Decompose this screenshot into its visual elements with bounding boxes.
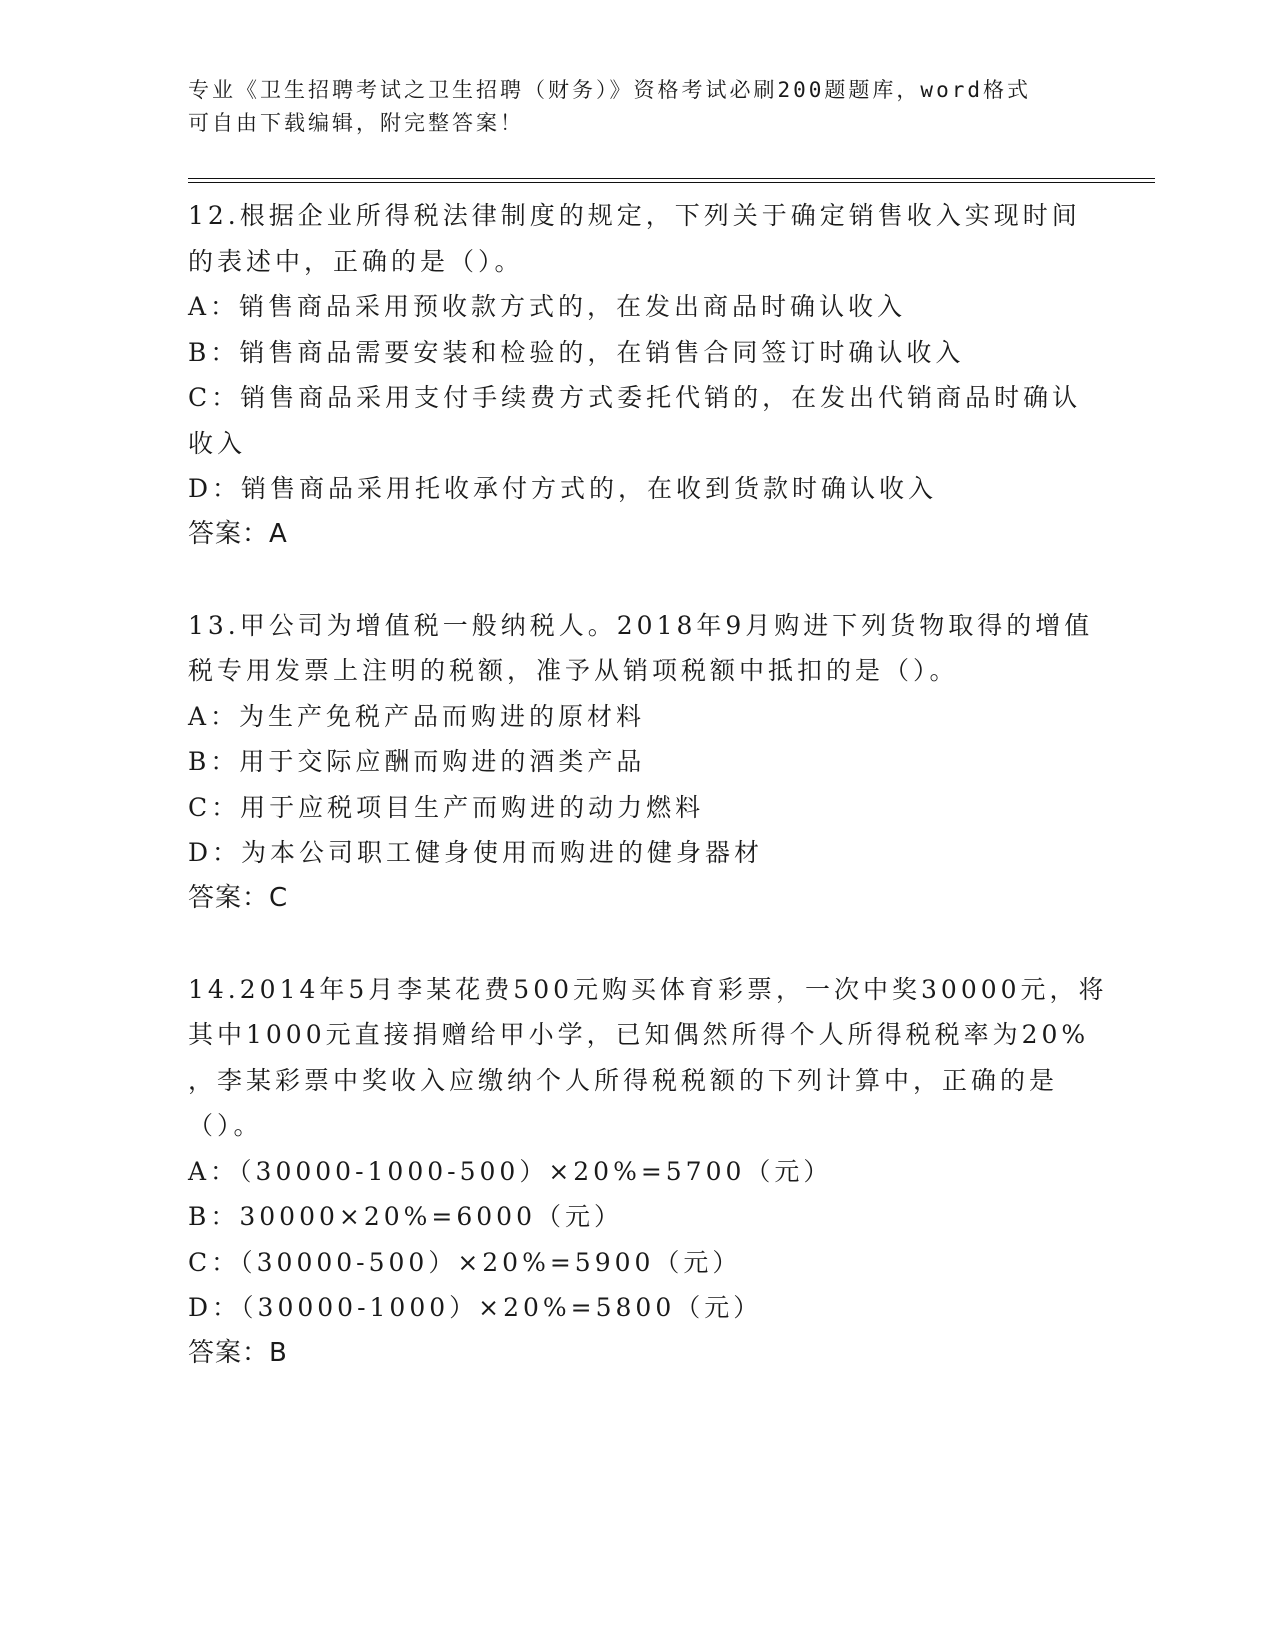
question-12 bbox=[188, 193, 1088, 557]
option-c-continued: 收入 bbox=[188, 428, 247, 458]
option-d: D：销售商品采用托收承付方式的，在收到货款时确认收入 bbox=[188, 474, 938, 503]
question-spacer bbox=[188, 921, 1088, 967]
option-b: B：用于交际应酬而购进的酒类产品 bbox=[188, 747, 646, 776]
header-line-1: 专业《卫生招聘考试之卫生招聘（财务）》资格考试必刷200题题库，word格式 bbox=[188, 78, 1031, 102]
header-divider-bottom bbox=[188, 182, 1155, 183]
question-text-line: （）。 bbox=[188, 1111, 263, 1140]
header-line-2: 可自由下载编辑，附完整答案！ bbox=[188, 111, 524, 135]
option-a: A：（30000-1000-500）×20%=5700（元） bbox=[188, 1156, 833, 1186]
question-text-line: ，李某彩票中奖收入应缴纳个人所得税税额的下列计算中，正确的是 bbox=[188, 1065, 1059, 1095]
header-divider-top bbox=[188, 178, 1155, 179]
answer-label: 答案：C bbox=[188, 882, 289, 913]
option-b: B：销售商品需要安装和检验的，在销售合同签订时确认收入 bbox=[188, 337, 965, 367]
option-a: A：销售商品采用预收款方式的，在发出商品时确认收入 bbox=[188, 292, 907, 321]
question-text-line: 13.甲公司为增值税一般纳税人。2018年9月购进下列货物取得的增值 bbox=[188, 610, 1094, 640]
option-d: D：（30000-1000）×20%=5800（元） bbox=[188, 1293, 763, 1322]
answer-label: 答案：B bbox=[188, 1337, 288, 1368]
question-text-line: 的表述中，正确的是（）。 bbox=[188, 246, 524, 276]
question-text-line: 其中1000元直接捐赠给甲小学，已知偶然所得个人所得税税率为20% bbox=[188, 1020, 1090, 1049]
option-c: C：销售商品采用支付手续费方式委托代销的，在发出代销商品时确认 bbox=[188, 383, 1082, 412]
question-13 bbox=[188, 603, 1094, 922]
document-header bbox=[188, 74, 1088, 140]
option-c: C：用于应税项目生产而购进的动力燃料 bbox=[188, 792, 705, 822]
option-c: C：（30000-500）×20%=5900（元） bbox=[188, 1247, 742, 1277]
option-a: A：为生产免税产品而购进的原材料 bbox=[188, 701, 646, 731]
question-text-line: 税专用发票上注明的税额，准予从销项税额中抵扣的是（）。 bbox=[188, 656, 959, 685]
question-text-line: 14.2014年5月李某花费500元购买体育彩票，一次中奖30000元，将 bbox=[188, 974, 1108, 1004]
question-14 bbox=[188, 967, 1108, 1377]
option-d: D：为本公司职工健身使用而购进的健身器材 bbox=[188, 838, 764, 867]
question-list bbox=[188, 193, 1108, 1376]
question-spacer bbox=[188, 557, 1088, 603]
answer-label: 答案：A bbox=[188, 518, 288, 549]
question-text-line: 12.根据企业所得税法律制度的规定，下列关于确定销售收入实现时间 bbox=[188, 201, 1081, 230]
option-b: B：30000×20%=6000（元） bbox=[188, 1202, 623, 1231]
